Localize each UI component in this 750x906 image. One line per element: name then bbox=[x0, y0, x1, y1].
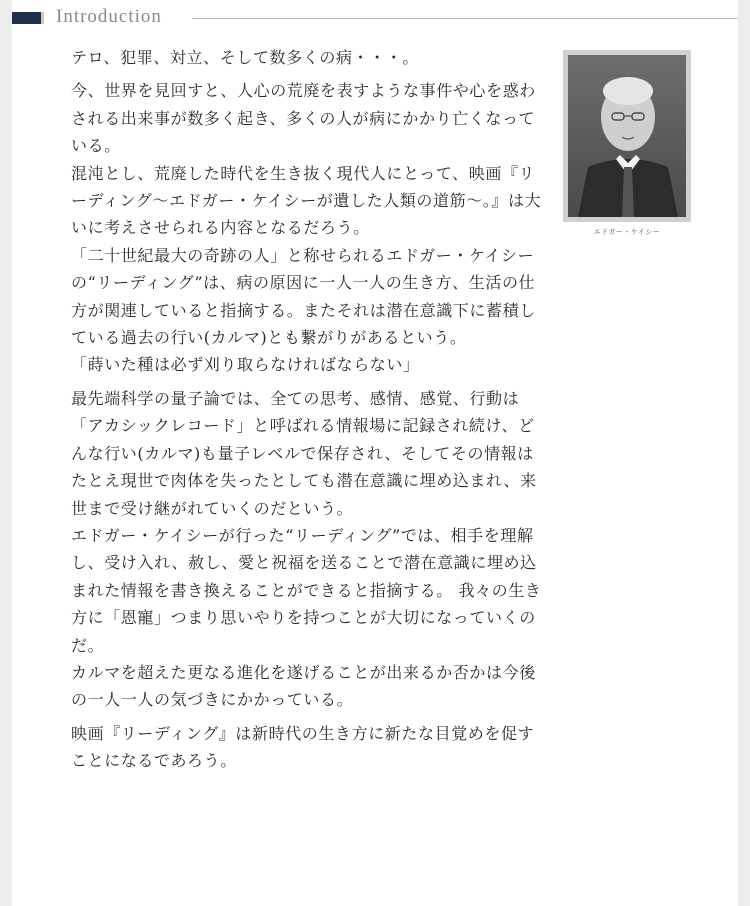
portrait-silhouette bbox=[568, 55, 686, 217]
portrait-figure bbox=[563, 50, 691, 237]
paragraph: 「蒔いた種は必ず刈り取らなければならない」 bbox=[71, 355, 420, 375]
portrait-photo bbox=[568, 55, 686, 217]
paragraph: エドガー・ケイシーが行った“リーディング”では、相手を理解し、受け入れ、赦し、愛と祝福を送ることで潜在意識に埋め込まれた情報を書き換えることができると指摘する。 我々の生き方に「恩寵」つまり思いやりを持つことが大切になっていくのだ。 bbox=[71, 525, 542, 655]
photo-caption: エドガー・ケイシー bbox=[593, 228, 661, 236]
paragraph: 今、世界を見回すと、人心の荒廃を表すような事件や心を惑わされる出来事が数多く起き、多くの人が病にかかり亡くなっている。 bbox=[71, 81, 536, 156]
header-accent-bar bbox=[12, 12, 44, 24]
paragraph: カルマを超えた更なる進化を遂げることが出来るか否かは今後の一人一人の気づきにかかっている。 bbox=[71, 662, 536, 710]
paragraph: 最先端科学の量子論では、全ての思考、感情、感覚、行動は「アカシックレコード」と呼ばれる情報場に記録され続け、どんな行い(カルマ)も量子レベルで保存され、そしてその情報はたとえ現世で肉体を失ったとしても潜在意識に埋め込まれ、来世まで受け継がれていくのだという。 bbox=[71, 388, 537, 518]
paragraph: テロ、犯罪、対立、そして数多くの病・・・。 bbox=[71, 48, 419, 67]
paragraph: 「二十世紀最大の奇跡の人」と称せられるエドガー・ケイシーの“リーディング”は、病の原因に一人一人の生き方、生活の仕方が関連していると指摘する。またそれは潜在意識下に蓄積している過去の行い(カルマ)とも繋がりがあるという。 bbox=[71, 245, 536, 348]
paragraph: 混沌とし、荒廃した時代を生き抜く現代人にとって、映画『リーディング〜エドガー・ケイシーが遺した人類の道筋〜。』は大いに考えさせられる内容となるだろう。 bbox=[71, 163, 542, 238]
paragraph: 映画『リーディング』は新時代の生き方に新たな目覚めを促すことになるであろう。 bbox=[71, 723, 535, 771]
section-title: Introduction bbox=[56, 6, 162, 27]
article-body bbox=[71, 44, 545, 775]
page bbox=[12, 0, 738, 906]
header-divider bbox=[192, 18, 738, 19]
photo-frame bbox=[563, 50, 691, 222]
section-header bbox=[12, 4, 738, 32]
